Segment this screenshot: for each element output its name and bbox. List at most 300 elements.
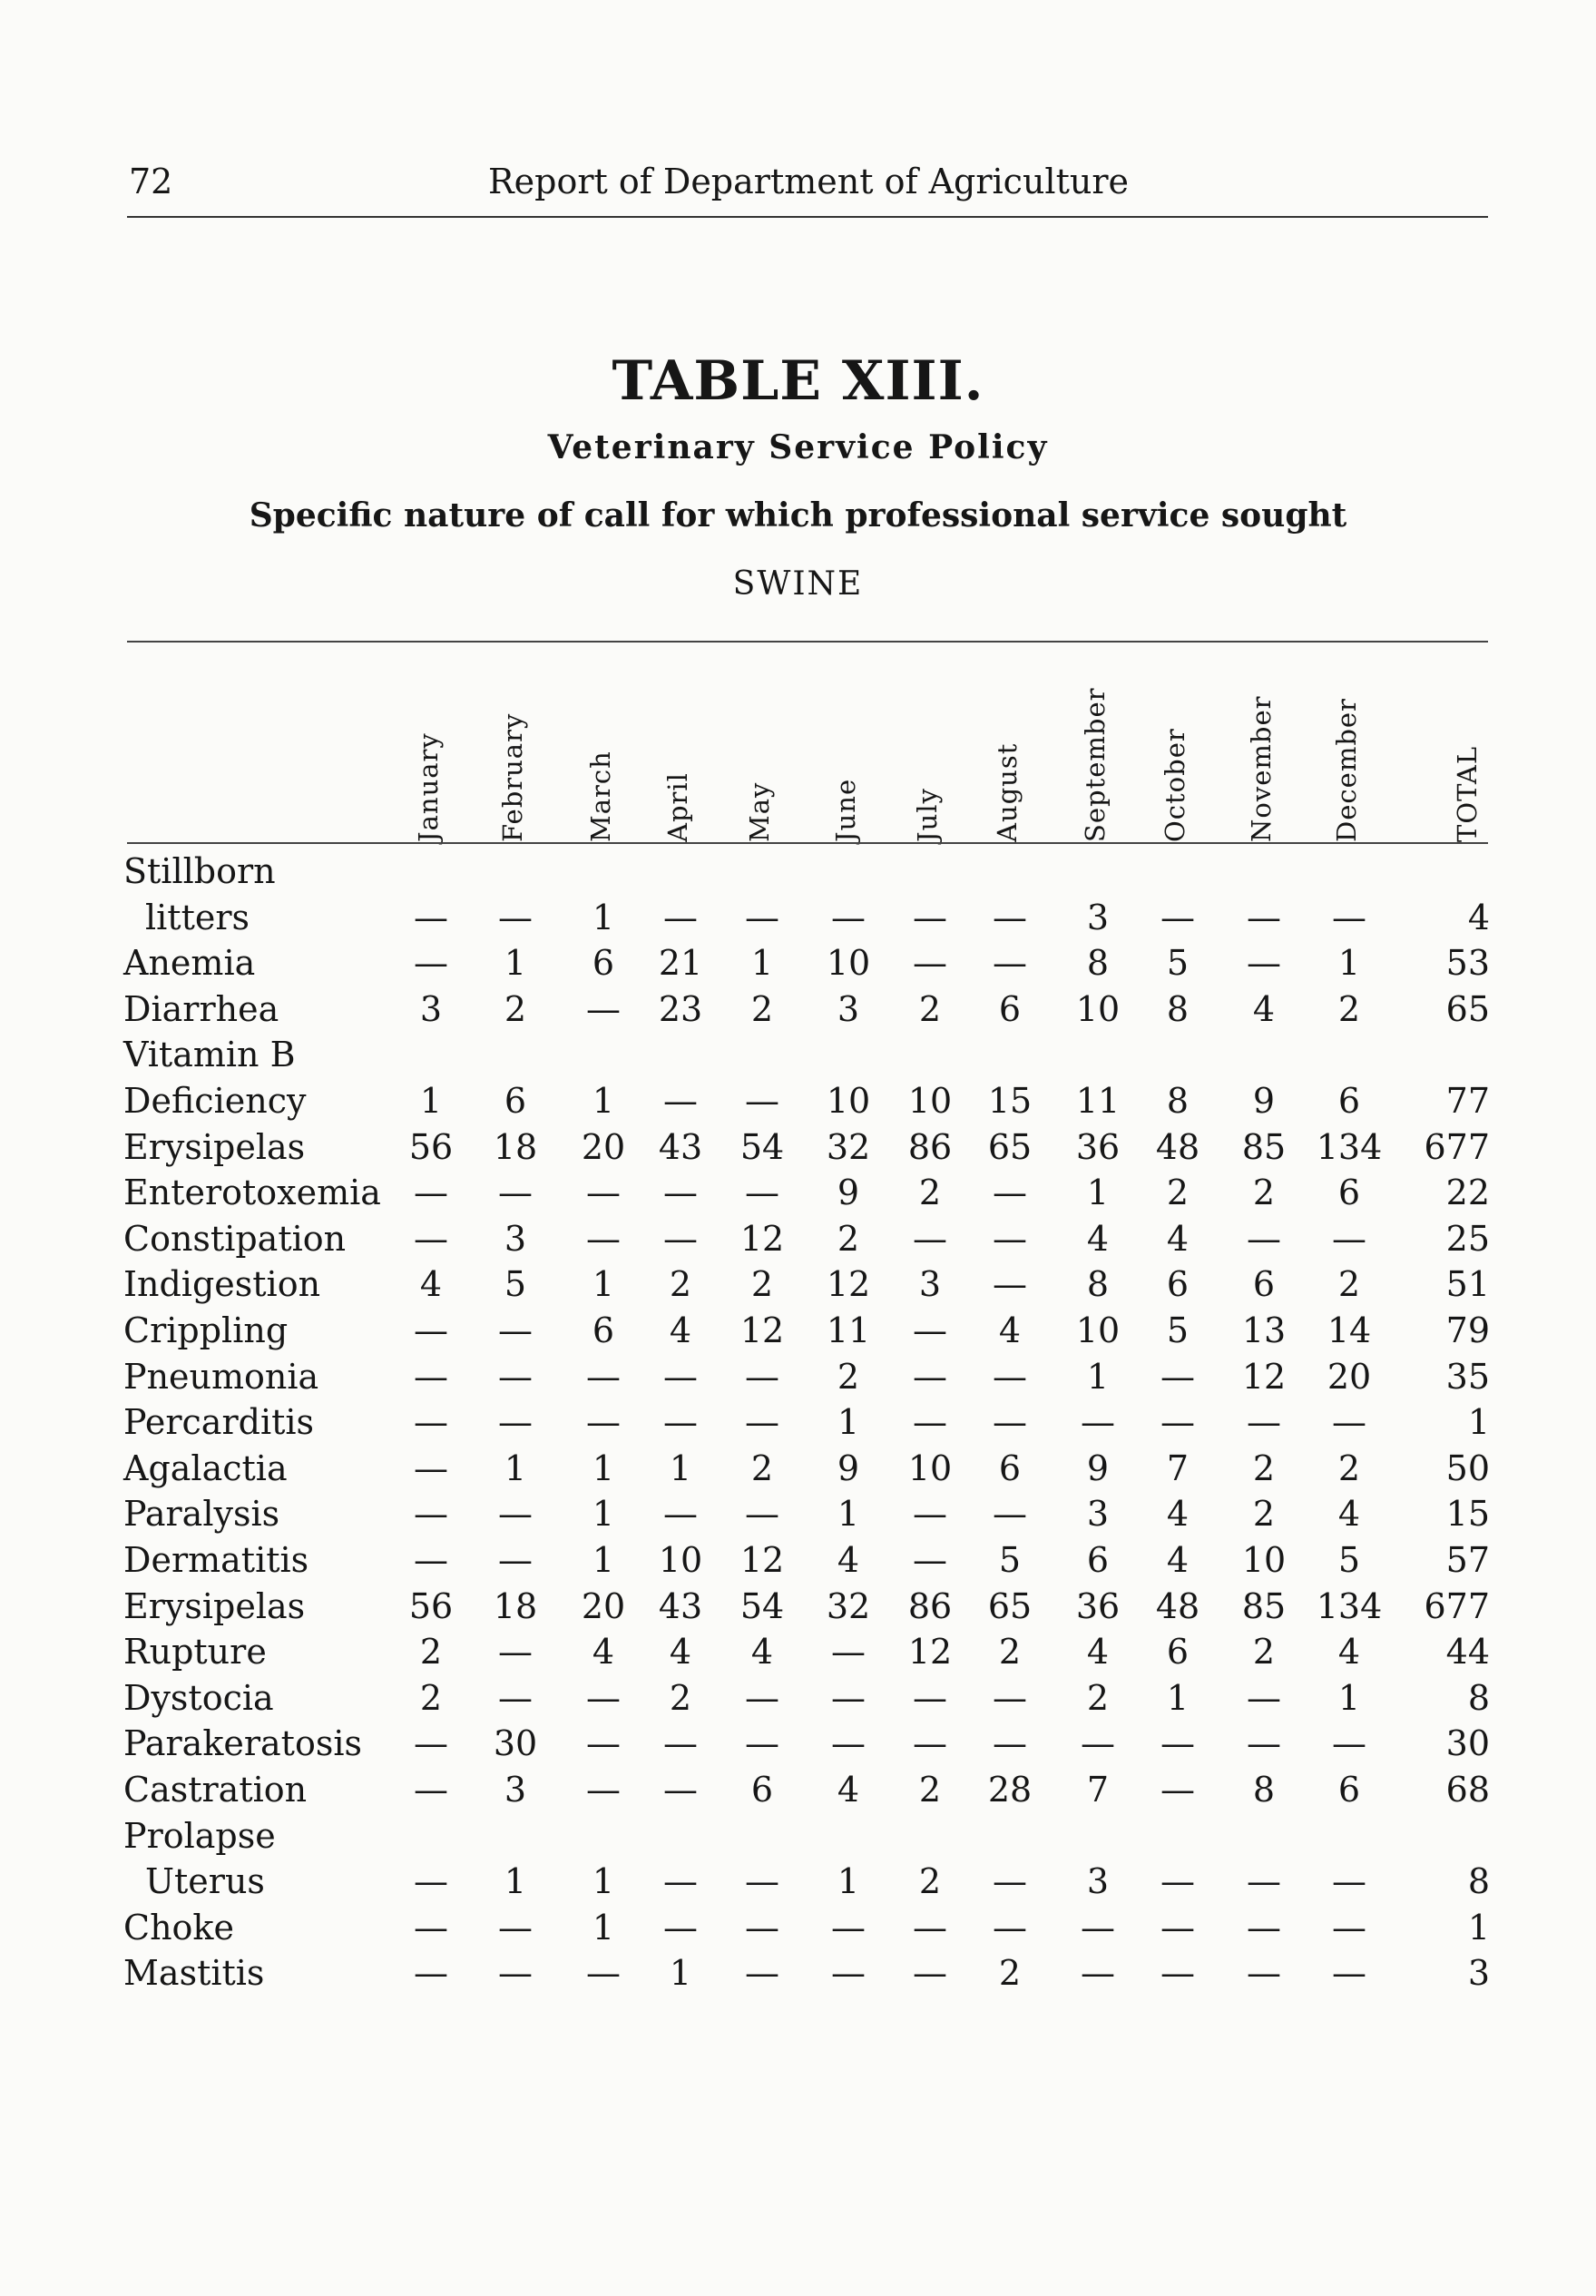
table-cell: — (1160, 1953, 1195, 1994)
table-cell: — (498, 1677, 533, 1718)
table-cell: 30 (493, 1723, 538, 1764)
table-subtitle: Veterinary Service Policy (547, 428, 1049, 466)
table-row (0, 1448, 1596, 1494)
table-title: TABLE XIII. (612, 349, 984, 413)
column-header-label: June (830, 778, 861, 842)
table-cell: — (498, 897, 533, 937)
table-cell: 2 (918, 988, 942, 1029)
table-top-rule (127, 641, 1488, 643)
table-cell: 1 (1337, 1677, 1361, 1718)
table-cell: — (913, 1907, 947, 1948)
header-rule (127, 216, 1488, 218)
row-label: Constipation (123, 1218, 347, 1259)
table-cell: 10 (658, 1540, 703, 1580)
table-cell: 12 (907, 1632, 953, 1673)
table-cell: 86 (907, 1585, 953, 1626)
table-cell: 9 (1086, 1447, 1110, 1488)
table-cell: — (1247, 1677, 1281, 1718)
table-cell: — (1247, 943, 1281, 984)
table-cell: 2 (918, 1861, 942, 1902)
row-label: Rupture (123, 1632, 267, 1673)
table-cell: 65 (987, 1126, 1033, 1167)
total-cell: 51 (1445, 1264, 1490, 1305)
table-cell: 21 (658, 943, 703, 984)
table-cell: — (498, 1173, 533, 1213)
table-cell: — (993, 1677, 1027, 1718)
table-row (0, 1081, 1596, 1126)
table-cell: — (1332, 1218, 1366, 1259)
table-cell: — (414, 1907, 448, 1948)
table-cell: 2 (504, 988, 527, 1029)
table-cell: 6 (1337, 1173, 1361, 1213)
table-cell: 1 (504, 1447, 527, 1488)
column-header-label: July (912, 788, 943, 842)
table-cell: — (414, 1218, 448, 1259)
total-cell: 3 (1467, 1953, 1490, 1994)
table-cell: — (1247, 1907, 1281, 1948)
table-cell: — (745, 1173, 779, 1213)
table-row (0, 943, 1596, 988)
table-cell: — (414, 1953, 448, 1994)
table-cell: — (993, 1173, 1027, 1213)
table-cell: — (663, 1081, 698, 1121)
table-cell: — (414, 1494, 448, 1535)
table-cell: 2 (1166, 1173, 1190, 1213)
table-cell: — (831, 1677, 866, 1718)
total-cell: 1 (1467, 1402, 1490, 1443)
table-cell: — (831, 897, 866, 937)
table-cell: 2 (419, 1677, 443, 1718)
table-cell: — (663, 1356, 698, 1397)
total-cell: 44 (1445, 1632, 1490, 1673)
table-cell: — (586, 1356, 621, 1397)
table-row (0, 1632, 1596, 1677)
table-cell: 56 (408, 1585, 454, 1626)
table-cell: 12 (739, 1540, 785, 1580)
row-label: Enterotoxemia (123, 1173, 381, 1213)
table-cell: — (414, 1356, 448, 1397)
table-cell: 12 (826, 1264, 871, 1305)
table-cell: — (993, 1907, 1027, 1948)
table-cell: 1 (592, 1447, 615, 1488)
table-cell: 8 (1166, 1081, 1190, 1121)
table-cell: — (1332, 1402, 1366, 1443)
table-cell: — (1081, 1402, 1115, 1443)
total-cell: 77 (1445, 1081, 1490, 1121)
table-cell: — (663, 897, 698, 937)
total-cell: 677 (1424, 1585, 1490, 1626)
row-label: Erysipelas (123, 1126, 306, 1167)
table-cell: 4 (1166, 1540, 1190, 1580)
table-cell: 6 (1337, 1770, 1361, 1810)
table-cell: — (498, 1494, 533, 1535)
table-cell: 28 (987, 1770, 1033, 1810)
table-row (0, 1770, 1596, 1815)
table-cell: 4 (837, 1540, 860, 1580)
total-cell: 8 (1467, 1677, 1490, 1718)
table-row (0, 851, 1596, 897)
table-cell: — (1160, 1907, 1195, 1948)
table-cell: 1 (837, 1861, 860, 1902)
table-cell: — (831, 1953, 866, 1994)
row-label: Mastitis (123, 1953, 265, 1994)
page-number: 72 (129, 162, 173, 201)
table-cell: — (745, 1907, 779, 1948)
table-cell: — (414, 1173, 448, 1213)
total-cell: 68 (1445, 1770, 1490, 1810)
table-cell: 134 (1316, 1585, 1383, 1626)
table-cell: — (993, 1356, 1027, 1397)
total-cell: 1 (1467, 1907, 1490, 1948)
table-cell: 48 (1155, 1126, 1200, 1167)
table-cell: 20 (581, 1585, 626, 1626)
table-cell: — (745, 1081, 779, 1121)
total-cell: 15 (1445, 1494, 1490, 1535)
table-cell: 8 (1086, 1264, 1110, 1305)
table-cell: 11 (1075, 1081, 1121, 1121)
table-cell: 1 (592, 1494, 615, 1535)
table-row (0, 1035, 1596, 1080)
table-cell: — (414, 1723, 448, 1764)
table-row (0, 1723, 1596, 1769)
table-cell: 1 (504, 1861, 527, 1902)
table-cell: — (586, 988, 621, 1029)
table-cell: — (913, 1723, 947, 1764)
table-row (0, 1540, 1596, 1585)
row-label: litters (145, 897, 250, 937)
table-cell: 2 (419, 1632, 443, 1673)
table-cell: — (913, 897, 947, 937)
table-cell: 4 (750, 1632, 774, 1673)
table-cell: 85 (1241, 1126, 1287, 1167)
table-cell: 14 (1327, 1310, 1372, 1350)
table-cell: — (993, 1494, 1027, 1535)
table-cell: 2 (1252, 1632, 1276, 1673)
table-cell: 1 (669, 1447, 692, 1488)
column-header-label: October (1160, 728, 1190, 842)
table-cell: — (586, 1677, 621, 1718)
table-cell: 1 (592, 897, 615, 937)
row-label: Prolapse (123, 1815, 276, 1856)
table-cell: — (913, 1402, 947, 1443)
row-label: Pneumonia (123, 1356, 319, 1397)
total-cell: 35 (1445, 1356, 1490, 1397)
table-cell: 2 (918, 1173, 942, 1213)
row-label: Dermatitis (123, 1540, 309, 1580)
table-cell: 6 (592, 943, 615, 984)
column-header-label: April (662, 772, 693, 842)
total-cell: 25 (1445, 1218, 1490, 1259)
table-cell: 2 (998, 1632, 1022, 1673)
table-cell: 2 (1252, 1494, 1276, 1535)
table-cell: 18 (493, 1126, 538, 1167)
table-cell: 13 (1241, 1310, 1287, 1350)
table-cell: — (663, 1173, 698, 1213)
table-cell: — (1160, 1770, 1195, 1810)
table-cell: — (1332, 1723, 1366, 1764)
row-label: Agalactia (123, 1447, 288, 1488)
table-cell: 5 (1166, 943, 1190, 984)
table-cell: 8 (1086, 943, 1110, 984)
column-header-label: March (585, 751, 616, 842)
row-label: Erysipelas (123, 1585, 306, 1626)
table-cell: — (586, 1173, 621, 1213)
table-cell: 4 (1252, 988, 1276, 1029)
table-cell: 1 (419, 1081, 443, 1121)
table-cell: — (913, 1356, 947, 1397)
table-cell: — (1332, 897, 1366, 937)
table-cell: 8 (1252, 1770, 1276, 1810)
total-cell: 79 (1445, 1310, 1490, 1350)
table-cell: 18 (493, 1585, 538, 1626)
table-cell: 3 (419, 988, 443, 1029)
table-cell: 10 (826, 1081, 871, 1121)
table-cell: 1 (1337, 943, 1361, 984)
table-cell: 5 (1166, 1310, 1190, 1350)
table-cell: — (414, 1447, 448, 1488)
table-cell: — (913, 1310, 947, 1350)
table-cell: 43 (658, 1585, 703, 1626)
table-cell: — (1332, 1907, 1366, 1948)
table-cell: — (993, 1723, 1027, 1764)
column-header-label: November (1246, 695, 1277, 842)
table-cell: 4 (419, 1264, 443, 1305)
table-cell: 1 (1086, 1173, 1110, 1213)
row-label: Crippling (123, 1310, 289, 1350)
total-cell: 30 (1445, 1723, 1490, 1764)
table-cell: — (498, 1632, 533, 1673)
table-cell: 1 (592, 1861, 615, 1902)
table-cell: 4 (998, 1310, 1022, 1350)
table-row (0, 1357, 1596, 1402)
table-cell: 20 (581, 1126, 626, 1167)
table-cell: — (414, 1861, 448, 1902)
table-cell: — (831, 1907, 866, 1948)
table-cell: — (993, 1264, 1027, 1305)
table-cell: — (663, 1907, 698, 1948)
table-cell: — (1247, 1723, 1281, 1764)
table-cell: — (663, 1218, 698, 1259)
table-cell: 4 (1337, 1632, 1361, 1673)
table-cell: 8 (1166, 988, 1190, 1029)
table-cell: 54 (739, 1126, 785, 1167)
table-cell: 3 (918, 1264, 942, 1305)
table-row (0, 898, 1596, 943)
table-cell: — (498, 1356, 533, 1397)
column-header-label: TOTAL (1452, 745, 1483, 842)
table-cell: — (993, 1218, 1027, 1259)
row-label: Stillborn (123, 851, 276, 891)
table-cell: — (913, 1494, 947, 1535)
table-cell: — (913, 1953, 947, 1994)
table-cell: — (831, 1632, 866, 1673)
table-cell: 6 (592, 1310, 615, 1350)
table-cell: — (1160, 1723, 1195, 1764)
table-cell: 1 (592, 1907, 615, 1948)
table-cell: 15 (987, 1081, 1033, 1121)
table-cell: 2 (1337, 1264, 1361, 1305)
table-cell: — (831, 1723, 866, 1764)
row-label: Anemia (123, 943, 256, 984)
table-cell: — (745, 1723, 779, 1764)
table-cell: — (414, 943, 448, 984)
table-cell: — (663, 1494, 698, 1535)
table-cell: — (913, 1540, 947, 1580)
table-cell: — (414, 1770, 448, 1810)
table-cell: — (1160, 1861, 1195, 1902)
table-cell: — (586, 1723, 621, 1764)
table-cell: — (1160, 1402, 1195, 1443)
table-cell: 10 (907, 1447, 953, 1488)
table-row (0, 1127, 1596, 1173)
table-cell: 134 (1316, 1126, 1383, 1167)
column-header-label: August (992, 742, 1023, 842)
table-row (0, 1264, 1596, 1310)
table-cell: — (498, 1907, 533, 1948)
table-cell: 2 (918, 1770, 942, 1810)
table-cell: 2 (750, 1447, 774, 1488)
table-cell: 10 (1075, 988, 1121, 1029)
table-cell: 3 (837, 988, 860, 1029)
table-cell: 12 (739, 1310, 785, 1350)
row-label: Diarrhea (123, 988, 279, 1029)
row-label: Paralysis (123, 1494, 280, 1535)
table-row (0, 989, 1596, 1035)
table-cell: — (1081, 1907, 1115, 1948)
table-cell: 1 (837, 1494, 860, 1535)
table-cell: 1 (750, 943, 774, 984)
table-cell: — (1081, 1953, 1115, 1994)
table-cell: 1 (592, 1540, 615, 1580)
table-cell: — (745, 897, 779, 937)
table-row (0, 1219, 1596, 1264)
table-cell: 54 (739, 1585, 785, 1626)
table-cell: — (586, 1402, 621, 1443)
table-row (0, 1678, 1596, 1723)
table-cell: — (663, 1402, 698, 1443)
table-cell: 2 (837, 1356, 860, 1397)
table-cell: — (1247, 1861, 1281, 1902)
table-cell: 6 (1252, 1264, 1276, 1305)
table-cell: 3 (1086, 1494, 1110, 1535)
table-cell: 10 (826, 943, 871, 984)
table-cell: 1 (1166, 1677, 1190, 1718)
table-cell: — (913, 943, 947, 984)
table-cell: 9 (1252, 1081, 1276, 1121)
total-cell: 4 (1467, 897, 1490, 937)
total-cell: 677 (1424, 1126, 1490, 1167)
table-cell: — (663, 1770, 698, 1810)
table-row (0, 1402, 1596, 1447)
table-cell: — (1247, 897, 1281, 937)
table-cell: 6 (1086, 1540, 1110, 1580)
total-cell: 65 (1445, 988, 1490, 1029)
table-row (0, 1586, 1596, 1632)
column-header-label: May (744, 781, 775, 842)
row-label: Indigestion (123, 1264, 321, 1305)
table-cell: 1 (504, 943, 527, 984)
table-cell: — (498, 1540, 533, 1580)
table-category: SWINE (732, 565, 864, 603)
table-cell: 36 (1075, 1585, 1121, 1626)
table-cell: 65 (987, 1585, 1033, 1626)
table-cell: — (745, 1494, 779, 1535)
table-cell: 6 (504, 1081, 527, 1121)
table-cell: 2 (998, 1953, 1022, 1994)
table-cell: 2 (669, 1677, 692, 1718)
table-row (0, 1953, 1596, 1998)
table-cell: 48 (1155, 1585, 1200, 1626)
table-cell: 2 (750, 988, 774, 1029)
row-label: Uterus (145, 1861, 265, 1902)
table-cell: — (993, 1402, 1027, 1443)
table-cell: 6 (750, 1770, 774, 1810)
table-cell: 9 (837, 1447, 860, 1488)
table-cell: 4 (1337, 1494, 1361, 1535)
table-row (0, 1861, 1596, 1907)
table-cell: 6 (1166, 1264, 1190, 1305)
table-cell: 7 (1166, 1447, 1190, 1488)
total-cell: 53 (1445, 943, 1490, 984)
table-cell: 86 (907, 1126, 953, 1167)
total-cell: 8 (1467, 1861, 1490, 1902)
table-cell: 32 (826, 1585, 871, 1626)
total-cell: 22 (1445, 1173, 1490, 1213)
table-cell: 2 (1337, 1447, 1361, 1488)
table-cell: 2 (837, 1218, 860, 1259)
table-cell: — (414, 897, 448, 937)
row-label: Choke (123, 1907, 234, 1948)
table-row (0, 1494, 1596, 1539)
table-cell: 20 (1327, 1356, 1372, 1397)
table-cell: 1 (837, 1402, 860, 1443)
row-label: Parakeratosis (123, 1723, 362, 1764)
table-cell: — (1081, 1723, 1115, 1764)
column-header-label: December (1331, 698, 1362, 842)
table-cell: 2 (669, 1264, 692, 1305)
table-cell: — (745, 1402, 779, 1443)
table-caption: Specific nature of call for which professional service sought (249, 496, 1347, 535)
table-cell: 23 (658, 988, 703, 1029)
table-cell: 1 (669, 1953, 692, 1994)
table-cell: 1 (592, 1264, 615, 1305)
table-cell: 5 (998, 1540, 1022, 1580)
table-row (0, 1173, 1596, 1218)
table-cell: 2 (1252, 1173, 1276, 1213)
table-row (0, 1310, 1596, 1356)
table-cell: 5 (504, 1264, 527, 1305)
table-row (0, 1908, 1596, 1953)
table-cell: — (745, 1677, 779, 1718)
table-cell: 32 (826, 1126, 871, 1167)
table-cell: 4 (1086, 1632, 1110, 1673)
table-cell: — (586, 1770, 621, 1810)
table-cell: — (745, 1356, 779, 1397)
table-cell: — (993, 1861, 1027, 1902)
table-cell: 4 (1166, 1494, 1190, 1535)
row-label: Castration (123, 1770, 308, 1810)
table-cell: 4 (1166, 1218, 1190, 1259)
table-cell: 2 (750, 1264, 774, 1305)
table-cell: 12 (739, 1218, 785, 1259)
table-cell: 11 (826, 1310, 871, 1350)
table-cell: 2 (1337, 988, 1361, 1029)
table-cell: — (993, 943, 1027, 984)
table-cell: — (745, 1861, 779, 1902)
table-header-rule (127, 842, 1488, 844)
running-title: Report of Department of Agriculture (488, 162, 1129, 201)
column-header-label: September (1080, 687, 1111, 842)
